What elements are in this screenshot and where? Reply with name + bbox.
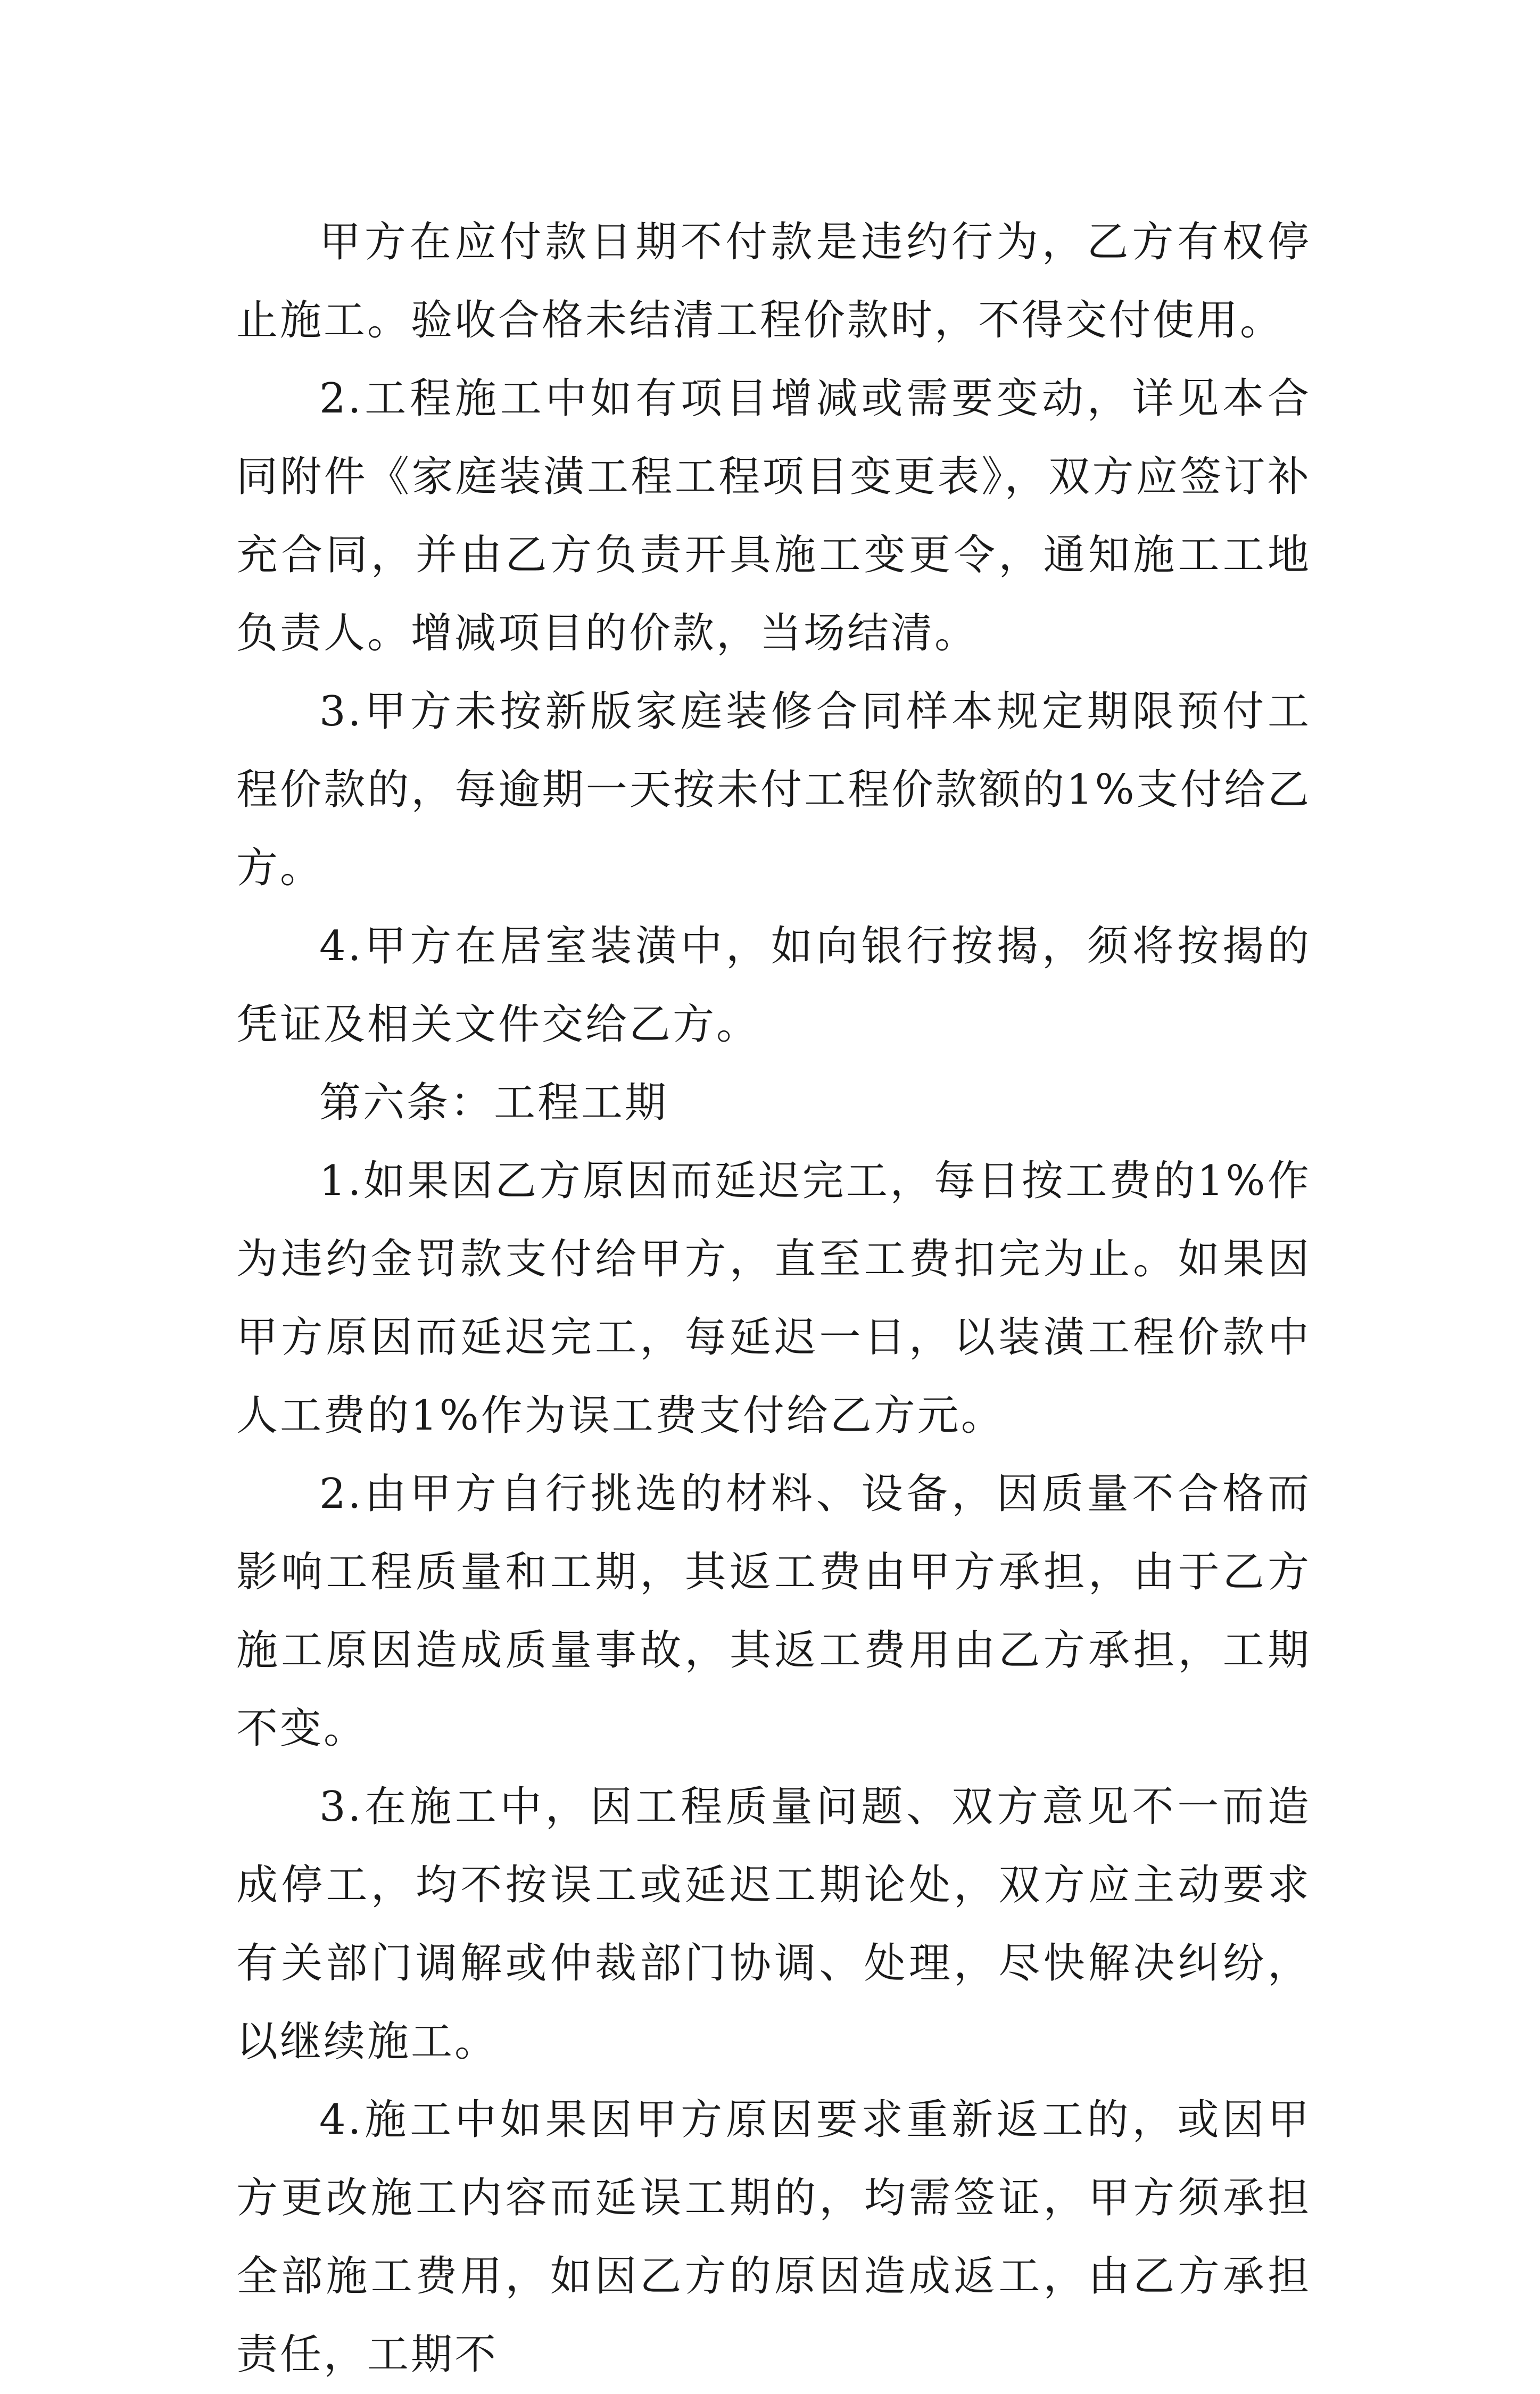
paragraph-item-changes: 2.工程施工中如有项目增减或需要变动，详见本合同附件《家庭装潢工程工程项目变更表》，双方应签订补充合同，并由乙方负责开具施工变更令，通知施工工地负责人。增减项目的价款，当场结清。 [236, 375, 1311, 657]
paragraph-dispute-resolution: 3.在施工中，因工程质量问题、双方意见不一而造成停工，均不按误工或延迟工期论处，双方应主动要求有关部门调解或仲裁部门协调、处理，尽快解决纠纷，以继续施工。 [236, 1783, 1311, 2066]
paragraph-late-prepayment: 3.甲方未按新版家庭装修合同样本规定期限预付工程价款的，每逾期一天按未付工程价款额的1%支付给乙方。 [236, 688, 1311, 892]
section-heading-article-6: 第六条：工程工期 [319, 1079, 669, 1127]
paragraph-payment-default: 甲方在应付款日期不付款是违约行为，乙方有权停止施工。验收合格未结清工程价款时，不得交付使用。 [236, 218, 1311, 344]
paragraph-bank-mortgage: 4.甲方在居室装潢中，如向银行按揭，须将按揭的凭证及相关文件交给乙方。 [236, 922, 1311, 1049]
paragraph-delay-penalty: 1.如果因乙方原因而延迟完工，每日按工费的1%作为违约金罚款支付给甲方，直至工费扣完为止。如果因甲方原因而延迟完工，每延迟一日，以装潢工程价款中人工费的1%作为误工费支付给乙方元。 [236, 1157, 1311, 1440]
document-body [236, 203, 1311, 2394]
paragraph-material-quality: 2.由甲方自行挑选的材料、设备，因质量不合格而影响工程质量和工期，其返工费由甲方承担，由于乙方施工原因造成质量事故，其返工费用由乙方承担，工期不变。 [236, 1470, 1311, 1753]
paragraph-rework-cost: 4.施工中如果因甲方原因要求重新返工的，或因甲方更改施工内容而延误工期的，均需签证，甲方须承担全部施工费用，如因乙方的原因造成返工，由乙方承担责任，工期不 [236, 2096, 1311, 2379]
